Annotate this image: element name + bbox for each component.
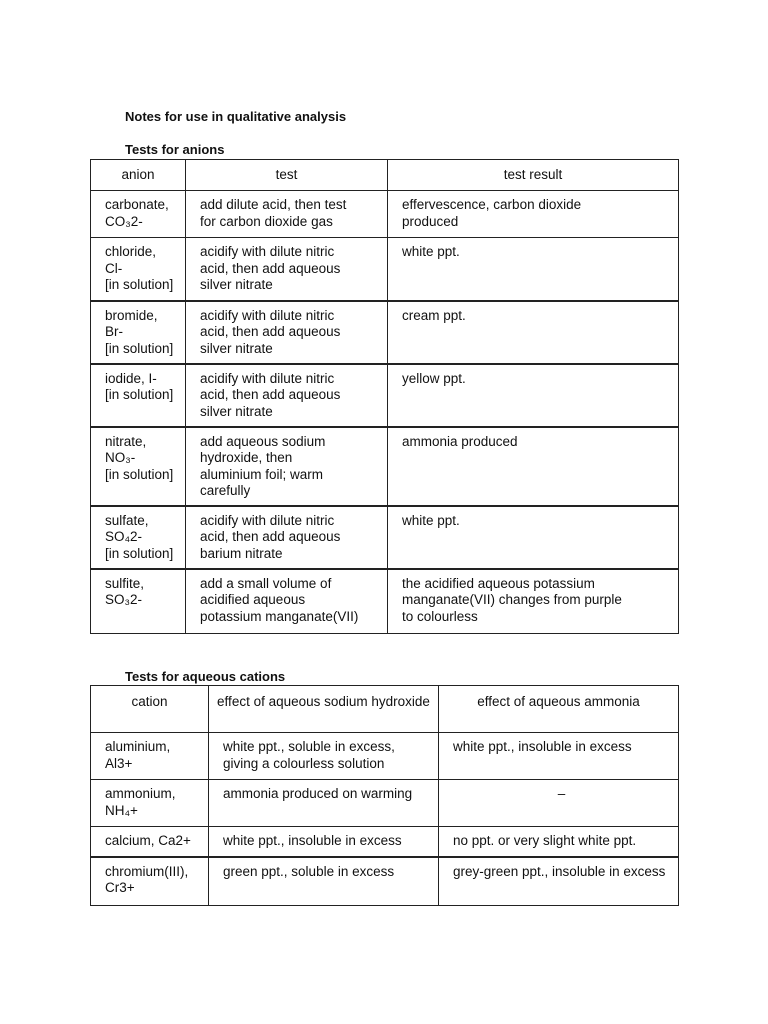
- test-result-cell-line: white ppt.: [402, 244, 460, 259]
- column-header-ammonia: effect of aqueous ammonia: [439, 686, 679, 733]
- anion-cell-line: iodide, I-: [105, 370, 157, 386]
- cation-cell: [91, 857, 209, 906]
- test-cell: [186, 238, 388, 301]
- table-row: [91, 780, 679, 827]
- table-row: [91, 569, 679, 634]
- anion-cell-line: [in solution]: [105, 277, 174, 292]
- test-cell-line: add aqueous sodium: [200, 433, 326, 449]
- column-header-test: test: [186, 160, 388, 191]
- column-header-naoh: effect of aqueous sodium hydroxide: [209, 686, 439, 733]
- anion-cell: [91, 427, 186, 506]
- test-cell-line: silver nitrate: [200, 340, 273, 356]
- cation-cell-line: NH₄+: [105, 802, 138, 818]
- ammonia-effect-cell-line: no ppt. or very slight white ppt.: [453, 833, 637, 848]
- naoh-effect-cell: [209, 733, 439, 780]
- cations-table: [90, 685, 679, 906]
- test-result-cell-line: cream ppt.: [402, 307, 466, 323]
- anion-cell-line: nitrate,: [105, 433, 147, 449]
- test-cell-line: barium nitrate: [200, 545, 283, 561]
- anion-cell-line: [in solution]: [105, 340, 174, 356]
- naoh-effect-cell: [209, 827, 439, 857]
- test-result-cell-line: effervescence, carbon dioxide: [402, 197, 582, 212]
- anion-cell-line: SO₃2-: [105, 592, 143, 607]
- anion-cell-line: CO₃2-: [105, 213, 143, 229]
- test-result-cell: [388, 506, 679, 569]
- anion-cell-line: bromide,: [105, 307, 158, 323]
- column-header-cation: cation: [91, 686, 209, 733]
- anion-cell-line: sulfite,: [105, 575, 145, 591]
- naoh-effect-cell-line: white ppt., soluble in excess,: [223, 739, 395, 754]
- ammonia-effect-cell: [439, 733, 679, 780]
- test-result-cell-line: to colourless: [402, 608, 478, 624]
- test-cell: [186, 191, 388, 238]
- ammonia-effect-cell-line: white ppt., insoluble in excess: [453, 739, 632, 754]
- cation-cell: [91, 780, 209, 827]
- naoh-effect-cell: [209, 780, 439, 827]
- anion-cell-line: chloride,: [105, 244, 157, 259]
- anions-heading: Tests for anions: [125, 142, 225, 157]
- table-row: [91, 364, 679, 427]
- anion-cell: [91, 238, 186, 301]
- anions-table: [90, 159, 679, 634]
- cation-cell: [91, 827, 209, 857]
- test-cell-line: aluminium foil; warm: [200, 466, 324, 482]
- test-cell: [186, 506, 388, 569]
- anion-cell-line: sulfate,: [105, 512, 149, 528]
- test-result-cell: [388, 569, 679, 634]
- ammonia-effect-cell: [439, 780, 679, 827]
- anion-cell: [91, 506, 186, 569]
- table-row: [91, 827, 679, 857]
- test-cell-line: acidified aqueous: [200, 592, 306, 607]
- naoh-effect-cell-line: ammonia produced on warming: [223, 786, 413, 801]
- ammonia-effect-cell: [439, 827, 679, 857]
- test-result-cell: [388, 301, 679, 364]
- anion-cell-line: [in solution]: [105, 466, 174, 482]
- test-cell-line: carefully: [200, 483, 251, 498]
- test-cell-line: acidify with dilute nitric: [200, 244, 335, 259]
- ammonia-effect-cell-line: –: [557, 786, 566, 801]
- test-cell-line: for carbon dioxide gas: [200, 213, 333, 229]
- anion-cell-line: Br-: [105, 324, 123, 339]
- anions-header-row: [91, 160, 679, 191]
- table-row: [91, 427, 679, 506]
- test-cell: [186, 301, 388, 364]
- cation-cell-line: Cr3+: [105, 880, 135, 895]
- cation-cell: [91, 733, 209, 780]
- anion-cell-line: carbonate,: [105, 197, 169, 212]
- anion-cell: [91, 191, 186, 238]
- naoh-effect-cell-line: giving a colourless solution: [223, 755, 385, 771]
- test-cell-line: hydroxide, then: [200, 450, 293, 465]
- anion-cell: [91, 364, 186, 427]
- column-header-test-result: test result: [388, 160, 679, 191]
- table-row: [91, 238, 679, 301]
- test-cell-line: add dilute acid, then test: [200, 197, 347, 212]
- test-result-cell: [388, 191, 679, 238]
- test-result-cell: [388, 427, 679, 506]
- test-cell-line: acidify with dilute nitric: [200, 370, 335, 386]
- cations-heading: Tests for aqueous cations: [125, 669, 286, 684]
- table-row: [91, 191, 679, 238]
- test-cell-line: silver nitrate: [200, 277, 273, 292]
- table-row: [91, 857, 679, 906]
- test-cell-line: silver nitrate: [200, 403, 273, 419]
- cation-cell-line: ammonium,: [105, 786, 176, 801]
- anion-cell: [91, 569, 186, 634]
- table-row: [91, 301, 679, 364]
- page-title: Notes for use in qualitative analysis: [125, 109, 347, 124]
- test-cell-line: potassium manganate(VII): [200, 608, 359, 624]
- anion-cell-line: Cl-: [105, 260, 123, 276]
- anion-cell: [91, 301, 186, 364]
- test-cell-line: acid, then add aqueous: [200, 260, 341, 276]
- test-result-cell-line: yellow ppt.: [402, 370, 466, 386]
- test-cell: [186, 364, 388, 427]
- test-result-cell-line: white ppt.: [402, 512, 460, 528]
- ammonia-effect-cell: [439, 857, 679, 906]
- naoh-effect-cell-line: white ppt., insoluble in excess: [223, 833, 402, 848]
- test-cell-line: acidify with dilute nitric: [200, 307, 335, 323]
- test-cell: [186, 427, 388, 506]
- test-result-cell: [388, 238, 679, 301]
- anion-cell-line: [in solution]: [105, 387, 174, 402]
- anion-cell-line: NO₃-: [105, 450, 136, 465]
- test-result-cell-line: the acidified aqueous potassium: [402, 575, 595, 591]
- test-result-cell-line: manganate(VII) changes from purple: [402, 592, 622, 607]
- naoh-effect-cell: [209, 857, 439, 906]
- test-cell-line: acid, then add aqueous: [200, 529, 341, 544]
- cation-cell-line: chromium(III),: [105, 863, 189, 879]
- table-row: [91, 733, 679, 780]
- cations-header-row: [91, 686, 679, 733]
- test-cell-line: add a small volume of: [200, 575, 332, 591]
- naoh-effect-cell-line: green ppt., soluble in excess: [223, 863, 395, 879]
- column-header-anion: anion: [91, 160, 186, 191]
- test-cell-line: acid, then add aqueous: [200, 324, 341, 339]
- test-cell: [186, 569, 388, 634]
- table-row: [91, 506, 679, 569]
- test-result-cell-line: ammonia produced: [402, 433, 518, 449]
- anion-cell-line: SO₄2-: [105, 529, 143, 544]
- test-cell-line: acid, then add aqueous: [200, 387, 341, 402]
- ammonia-effect-cell-line: grey-green ppt., insoluble in excess: [453, 863, 666, 879]
- test-result-cell-line: produced: [402, 213, 459, 229]
- cation-cell-line: aluminium, Al3+: [105, 739, 171, 771]
- cation-cell-line: calcium, Ca2+: [105, 833, 191, 848]
- anion-cell-line: [in solution]: [105, 545, 174, 561]
- test-cell-line: acidify with dilute nitric: [200, 512, 335, 528]
- test-result-cell: [388, 364, 679, 427]
